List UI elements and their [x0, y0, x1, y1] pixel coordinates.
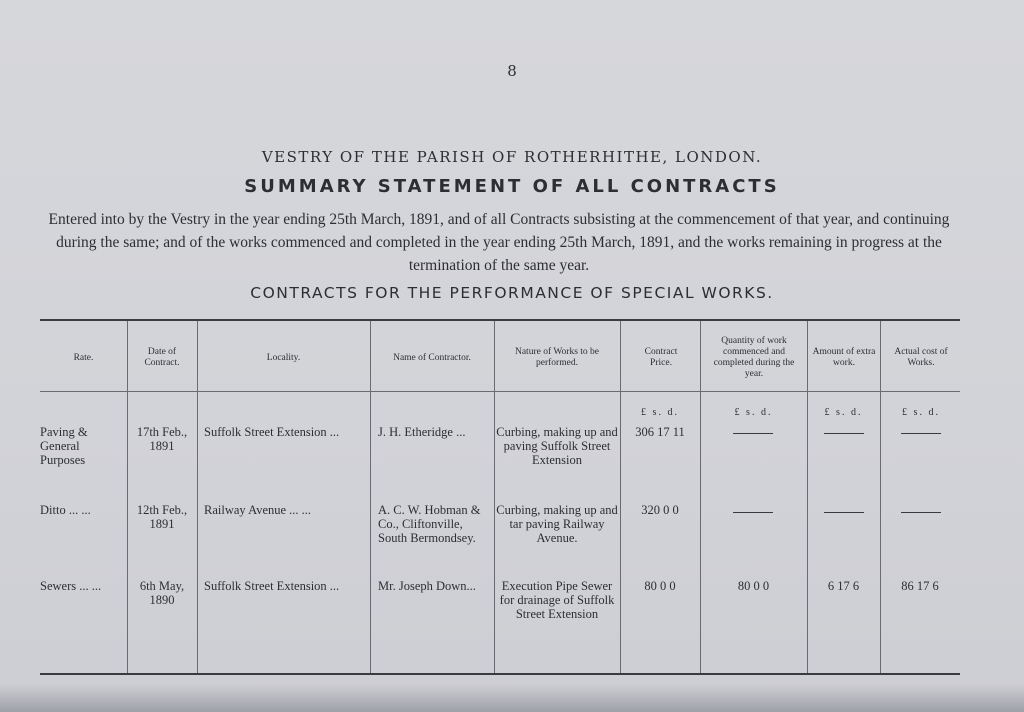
column-divider [700, 321, 701, 673]
cell-price: 80 0 0 [644, 579, 676, 593]
cell-locality: Suffolk Street Extension ... [204, 579, 340, 593]
cell-locality: Suffolk Street Extension ... [204, 425, 340, 439]
cell-rate: Sewers ... ... [40, 579, 102, 593]
empty-dash [733, 433, 773, 434]
column-divider [620, 321, 621, 673]
page-number: 8 [507, 62, 517, 80]
cell-nature: Curbing, making up and paving Suffolk Street Extension [496, 425, 618, 467]
empty-dash [901, 512, 941, 513]
column-divider [807, 321, 808, 673]
special-works-title: CONTRACTS FOR THE PERFORMANCE OF SPECIAL WORKS. [250, 284, 774, 302]
header-extra: Amount of extra work. [812, 347, 876, 368]
cell-actual: 86 17 6 [901, 579, 939, 593]
contracts-table [40, 319, 960, 675]
unit-label: £ s. d. [641, 407, 679, 418]
cell-quantity: 80 0 0 [737, 579, 770, 593]
header-rule [40, 391, 960, 392]
summary-title: SUMMARY STATEMENT OF ALL CONTRACTS [244, 176, 780, 197]
unit-label: £ s. d. [902, 407, 940, 418]
unit-label: £ s. d. [824, 407, 863, 418]
intro-paragraph: Entered into by the Vestry in the year ending 25th March, 1891, and of all Contracts subsisting at the commencement of that year, and continuing during the same; and of the works commenced and completed in the year ending 25th March, 1891, and the works remaining in progress at the termination of the same year. [48, 211, 950, 274]
cell-contractor: A. C. W. Hobman & Co., Cliftonville, South Bermondsey. [378, 503, 481, 545]
cell-date: 6th May, 1890 [139, 579, 185, 607]
header-actual: Actual cost of Works. [894, 347, 948, 368]
header-date: Date of Contract. [144, 347, 180, 368]
cell-contractor: J. H. Etheridge ... [378, 425, 466, 439]
empty-dash [824, 512, 864, 513]
unit-label: £ s. d. [734, 407, 773, 418]
header-locality: Locality. [266, 352, 301, 363]
cell-price: 320 0 0 [641, 503, 679, 517]
cell-nature: Curbing, making up and tar paving Railway Avenue. [496, 503, 618, 545]
cell-date: 12th Feb., 1891 [136, 503, 188, 531]
header-nature: Nature of Works to be performed. [514, 347, 599, 368]
cell-extra: 6 17 6 [827, 579, 860, 593]
cell-nature: Execution Pipe Sewer for drainage of Suffolk Street Extension [499, 579, 615, 621]
cell-locality: Railway Avenue ... ... [204, 503, 312, 517]
cell-price: 306 17 11 [635, 425, 685, 439]
empty-dash [901, 433, 941, 434]
vestry-title: VESTRY OF THE PARISH OF ROTHERHITHE, LONDON. [261, 148, 763, 166]
cell-contractor: Mr. Joseph Down... [378, 579, 476, 593]
page-edge-shadow [0, 684, 1024, 712]
empty-dash [824, 433, 864, 434]
cell-date: 17th Feb., 1891 [136, 425, 188, 453]
header-contractor: Name of Contractor. [393, 352, 471, 363]
empty-dash [733, 512, 773, 513]
column-divider [127, 321, 128, 673]
column-divider [880, 321, 881, 673]
cell-rate: Paving & General Purposes [40, 425, 88, 467]
header-price: Contract Price. [644, 347, 678, 368]
header-rate: Rate. [73, 352, 94, 363]
cell-rate: Ditto ... ... [40, 503, 91, 517]
header-quantity: Quantity of work commenced and completed during the year. [713, 336, 795, 379]
